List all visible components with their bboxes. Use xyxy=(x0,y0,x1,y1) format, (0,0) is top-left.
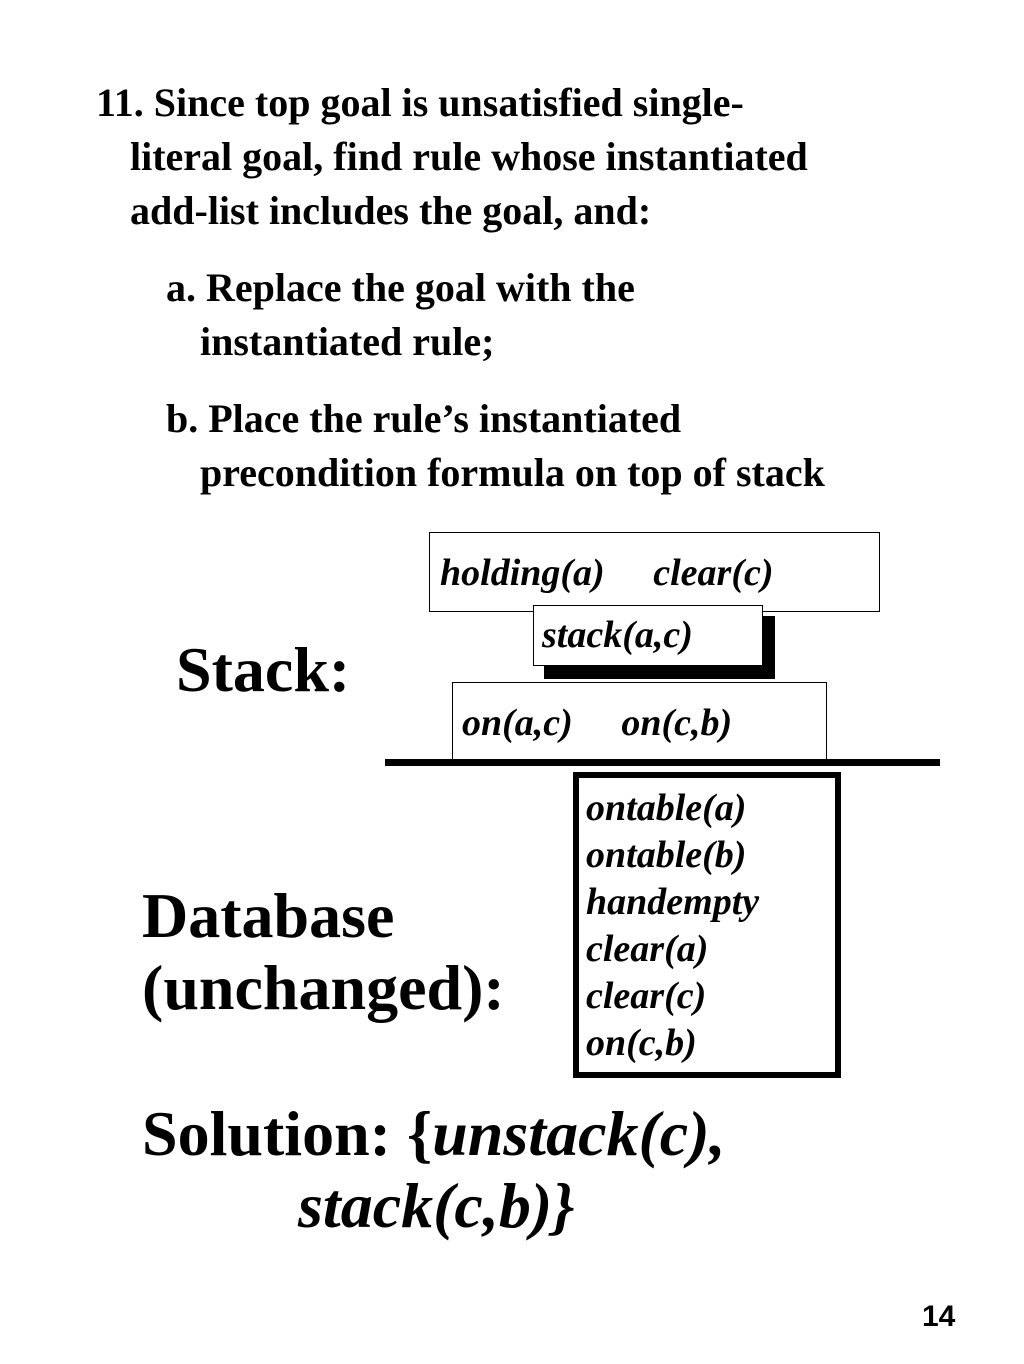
stack-label: Stack: xyxy=(176,634,351,705)
solution-action-1: unstack(c), xyxy=(432,1098,726,1169)
step-line-3: add-list includes the goal, and: xyxy=(130,188,652,233)
stack-top-goal-text: holding(a) clear(c) xyxy=(440,552,735,594)
stack-rule xyxy=(533,605,763,666)
substep-b-line-1: b. Place the rule’s instantiated xyxy=(166,396,682,441)
stack-base-line xyxy=(385,759,940,766)
stack-bottom-goal xyxy=(452,682,827,762)
database-box xyxy=(573,772,841,1078)
database-item: ontable(a) xyxy=(586,787,747,829)
database-list xyxy=(586,785,759,1067)
database-item: on(c,b) xyxy=(586,1022,697,1064)
substep-b-line-2: precondition formula on top of stack xyxy=(200,450,825,495)
stack-top-goal xyxy=(429,532,880,612)
step-line-2: literal goal, find rule whose instantiated xyxy=(130,134,808,179)
stack-bottom-goal-text: on(a,c) on(c,b) xyxy=(462,702,694,744)
database-item: clear(a) xyxy=(586,928,709,970)
database-label-line-2: (unchanged): xyxy=(142,952,505,1023)
page-number: 14 xyxy=(922,1300,956,1333)
database-item: clear(c) xyxy=(586,975,707,1017)
solution-label: Solution: { xyxy=(142,1098,433,1169)
database-label-line-1: Database xyxy=(142,880,395,951)
step-line-1: 11. Since top goal is unsatisfied single- xyxy=(96,80,744,125)
database-item: handempty xyxy=(586,881,760,923)
substep-a-line-1: a. Replace the goal with the xyxy=(166,265,635,310)
substep-a-line-2: instantiated rule; xyxy=(200,319,495,364)
database-item: ontable(b) xyxy=(586,834,747,876)
stack-rule-text: stack(a,c) xyxy=(542,614,693,656)
solution-line-1 xyxy=(142,1098,726,1170)
solution-action-2: stack(c,b)} xyxy=(298,1170,575,1241)
